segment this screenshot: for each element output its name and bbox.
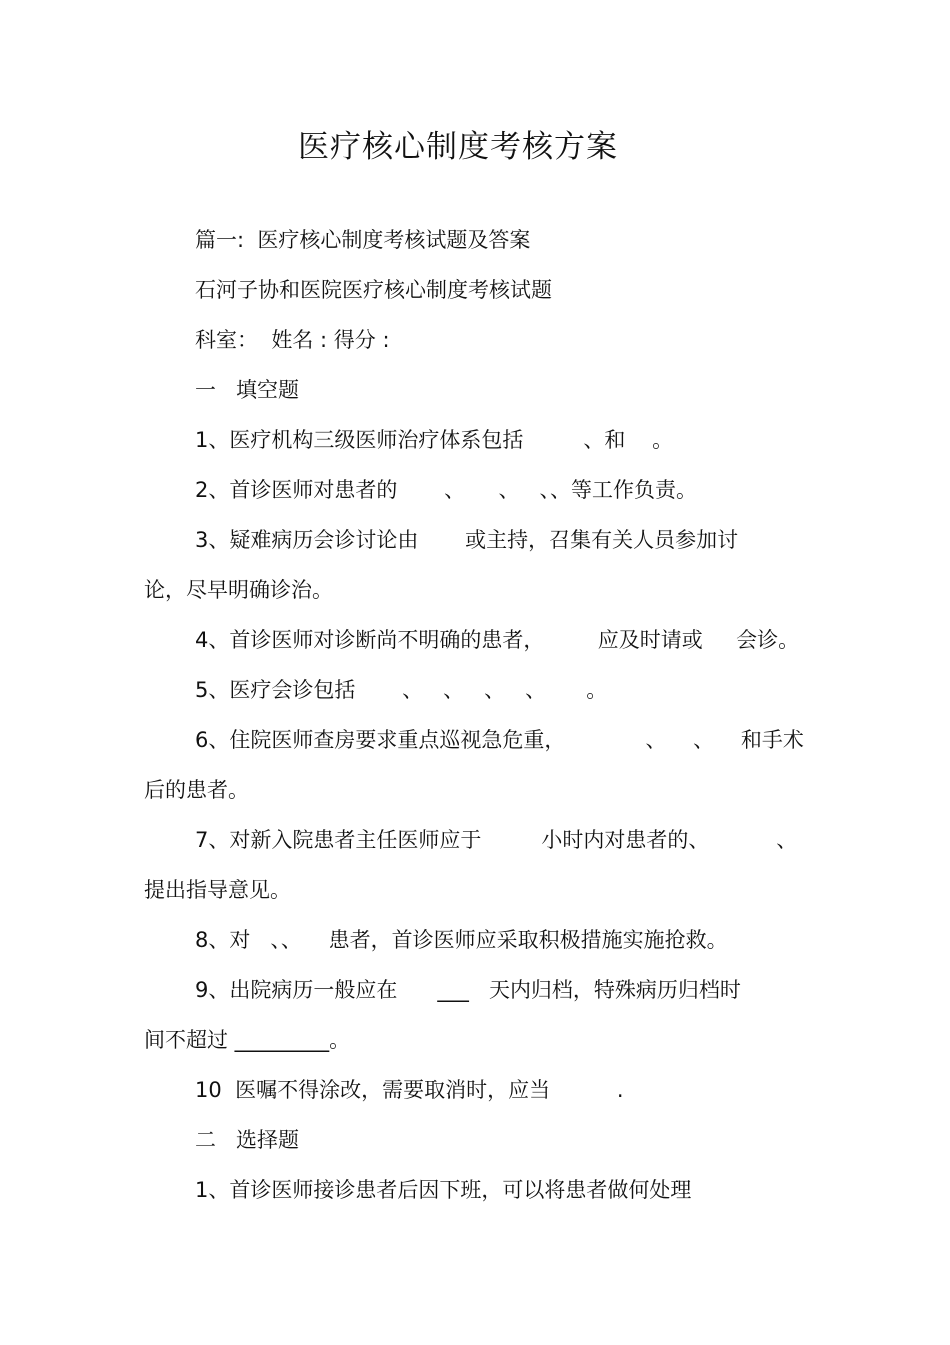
document-title: 医疗核心制度考核方案 <box>298 129 618 165</box>
question-line: 7、对新入院患者主任医师应于 小时内对患者的、 、 <box>195 828 798 852</box>
question-line: 5、医疗会诊包括 、 、 、 、 。 <box>195 678 608 702</box>
question-line: 10 医嘱不得涂改，需要取消时，应当 . <box>195 1078 624 1102</box>
question-line-continued: 提出指导意见。 <box>144 878 291 902</box>
question-line: 8、对 、、 患者，首诊医师应采取积极措施实施抢救。 <box>195 928 728 952</box>
question-line: 4、首诊医师对诊断尚不明确的患者， 应及时请或 会诊。 <box>195 628 800 652</box>
question-line: 9、出院病历一般应在 ___ 天内归档，特殊病历归档时 <box>195 978 741 1002</box>
part-heading-multiple-choice: 二 选择题 <box>195 1128 300 1152</box>
question-line: 3、疑难病历会诊讨论由 或主持，召集有关人员参加讨 <box>195 528 739 552</box>
question-line-continued: 后的患者。 <box>144 778 249 802</box>
exam-title: 石河子协和医院医疗核心制度考核试题 <box>195 278 552 302</box>
question-line-continued: 论，尽早明确诊治。 <box>144 578 333 602</box>
section-heading: 篇一: 医疗核心制度考核试题及答案 <box>195 228 531 252</box>
part-heading-fill-blank: 一 填空题 <box>195 378 300 402</box>
question-line: 2、首诊医师对患者的 、 、 、、等工作负责。 <box>195 478 697 502</box>
question-line: 6、住院医师查房要求重点巡视急危重， 、 、 和手术 <box>195 728 804 752</box>
question-line: 1、医疗机构三级医师治疗体系包括 、和 。 <box>195 428 674 452</box>
question-line: 1、首诊医师接诊患者后因下班，可以将患者做何处理 <box>195 1178 692 1202</box>
exam-info-line: 科室： 姓名 : 得分 : <box>195 328 390 352</box>
question-line-continued: 间不超过 _________。 <box>144 1028 351 1052</box>
